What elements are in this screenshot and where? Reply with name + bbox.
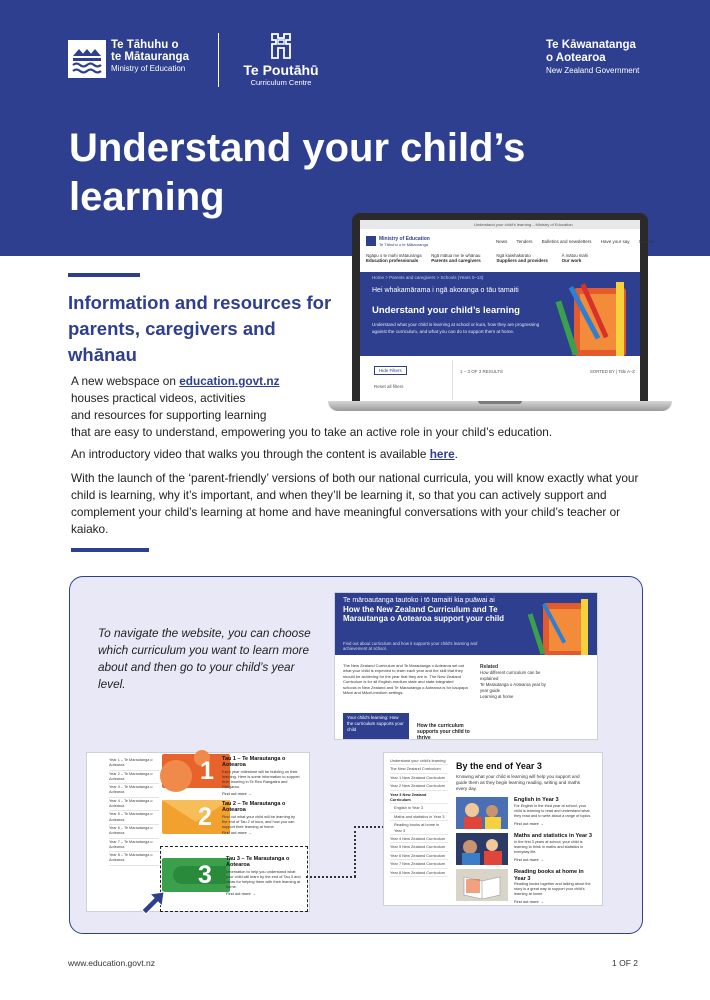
tile-3-find-out-more-link[interactable]: Find out more → <box>226 890 256 896</box>
related-item[interactable]: How different curriculum can be explained <box>480 670 541 681</box>
reading-photo-icon <box>456 869 508 901</box>
tile-2-find-out-more-link[interactable]: Find out more → <box>222 830 252 836</box>
screen-hero-banner <box>360 272 640 356</box>
tile-number: 2 <box>198 803 212 831</box>
connector-line-vertical <box>354 826 356 877</box>
screen-results-count: 1 – 3 OF 3 RESULTS <box>460 369 503 374</box>
accent-bar-bottom <box>71 548 149 552</box>
side-nav-item[interactable]: Maths and statistics in Year 3 <box>390 813 448 821</box>
screen-divider <box>452 360 453 400</box>
curriculum-banner <box>335 593 597 655</box>
screen-moe-line1: Ministry of Education <box>379 236 430 242</box>
maths-find-out-more-link[interactable]: Find out more → <box>514 856 544 862</box>
maths-photo-icon <box>456 833 508 865</box>
browser-tab-bar <box>360 220 640 229</box>
curriculum-sub: Find out about curriculum and how it supports your child’s learning and achievement at school. <box>343 641 478 651</box>
screen-sort-select[interactable]: SORTED BY | Title A–Z <box>590 369 635 374</box>
related-item[interactable]: Learning at home <box>480 694 514 699</box>
year-3-intro: Knowing what your child is learning will help you support and guide them as they begin learning reading, writing and maths every day. <box>456 774 581 791</box>
reading-item: Reading books at home in Year 3 Reading books together and talking about the story is a great way to support your child’s learning at home. Find out more → <box>514 869 594 904</box>
tile-1-find-out-more-link[interactable]: Find out more → <box>222 790 252 796</box>
reading-find-out-more-link[interactable]: Find out more → <box>514 899 544 905</box>
tile-2-description: Tau 2 – Te Marautanga o Aotearoa Find out what your child will be learning by the end of Tau 2 of kura, and how you can support their learning at home. Find out more → <box>222 801 300 836</box>
related-item[interactable]: Te Marautanga o Aotearoa year by year guide <box>480 682 546 693</box>
cursor-arrow-icon <box>140 890 168 916</box>
screen-menu-item[interactable]: Ngāpu o te mahi mātauranga Education professionals <box>366 253 422 263</box>
te-poutahu-mark-icon <box>270 32 292 65</box>
screen-hide-filters-button[interactable]: Hide Filters <box>374 366 407 375</box>
header-divider <box>218 33 219 87</box>
side-nav-item[interactable]: Reading books at home in Year 3 <box>390 821 448 835</box>
screen-menu-item[interactable]: Ā mātou mahi Our work <box>561 253 589 263</box>
gov-line3: New Zealand Government <box>546 66 640 75</box>
side-nav-item[interactable]: English in Year 3 <box>390 804 448 812</box>
laptop-screen <box>360 220 654 403</box>
pencils-illustration-icon <box>556 278 636 356</box>
laptop-mockup <box>352 213 654 403</box>
nz-government-logo <box>546 39 639 77</box>
curriculum-related: Related How different curriculum can be explained Te Marautanga o Aotearoa year by year guide Learning at home <box>480 664 555 700</box>
te-poutahu-name: Te Poutāhū <box>243 62 319 78</box>
page-number: 1 OF 2 <box>612 958 638 968</box>
year-nav-item[interactable]: Year 6 – Te Marautanga o Aotearoa <box>109 825 159 839</box>
year-nav-item[interactable]: Year 8 – Te Marautanga o Aotearoa <box>109 852 159 866</box>
tile-1-description: Tau 1 – Te Marautanga o Aotearoa Each year milestone will be building on their learning. Here is some information to support their learning in Te Reo Rangatira and Pāngarau. Find out more → <box>222 756 300 796</box>
screen-description: Understand what your child is learning at school or kura, how they are progressing against the curriculum, and what you can do to support them at home. <box>372 322 540 334</box>
screen-nav-search[interactable]: Search <box>638 239 654 244</box>
screen-menu-item[interactable]: Ngā mātua me te whānau Parents and caregivers <box>431 253 481 263</box>
year-nav-item[interactable]: Year 4 – Te Marautanga o Aotearoa <box>109 798 159 812</box>
curriculum-feature-heading: How the curriculum supports your child to thrive <box>417 723 470 741</box>
year-nav-item[interactable]: Year 3 – Te Marautanga o Aotearoa <box>109 784 159 798</box>
curriculum-page-screenshot <box>334 592 598 740</box>
ministry-of-education-logo-icon <box>68 40 106 78</box>
curriculum-side-nav <box>390 757 448 877</box>
intro-line4: that are easy to understand, empowering you to take an active role in your child’s education. <box>71 425 553 439</box>
ministry-name <box>111 39 189 74</box>
side-nav-item[interactable]: Understand your child’s learning <box>390 757 448 765</box>
screen-nav-news[interactable]: News <box>496 239 508 244</box>
year-3-page-screenshot <box>383 752 603 906</box>
english-photo-icon <box>456 797 508 829</box>
english-find-out-more-link[interactable]: Find out more → <box>514 820 544 826</box>
screen-nav-tenders[interactable]: Tenders <box>516 239 533 244</box>
tile-3-pattern-icon <box>162 858 230 892</box>
page-title: Understand your child’s learning <box>69 126 526 219</box>
intro-line2: houses practical videos, activities <box>71 391 246 405</box>
subheading: Information and resources for parents, caregivers and whānau <box>68 292 332 365</box>
laptop-notch <box>478 401 522 404</box>
te-poutahu-sub: Curriculum Centre <box>250 78 312 87</box>
screen-moe-line2: Te Tāhuhu o te Mātauranga <box>379 242 429 247</box>
maths-item: Maths and statistics in Year 3 In the first 3 years at school, your child is learning to think in maths and statistics in everyday life. Find out more → <box>514 833 594 862</box>
intro-line1: A new webspace on education.govt.nz <box>71 374 280 388</box>
english-item: English in Year 3 For English in the third year at school, your child is learning to read and understand what they read and to write about a range of topics. Find out more → <box>514 797 594 826</box>
ministry-name-line1: Te Tāhuhu o <box>111 39 179 51</box>
year-level-nav <box>109 757 159 866</box>
side-nav-item[interactable]: Year 2 New Zealand Curriculum <box>390 782 448 790</box>
connector-line-horizontal <box>306 876 356 878</box>
ministry-name-line2: te Mātauranga <box>111 51 189 63</box>
screen-nav-bulletins[interactable]: Bulletins and newsletters <box>541 239 592 244</box>
panel-instruction: To navigate the website, you can choose which curriculum you want to learn more about and then go to your child’s year level. <box>98 626 311 691</box>
side-nav-item[interactable]: Year 8 New Zealand Curriculum <box>390 869 448 877</box>
curriculum-title: Te māroautanga tautoko i tō tamaiti kia puāwai ai How the New Zealand Curriculum and Te Marautanga o Aotearoa support your child <box>343 597 505 624</box>
browser-tab-title: Understand your child’s learning – Ministry of Education <box>474 222 573 227</box>
side-nav-item[interactable]: Year 1 New Zealand Curriculum <box>390 774 448 782</box>
screen-main-menu <box>366 253 634 263</box>
screen-moe-logo-icon <box>366 236 376 246</box>
side-nav-item[interactable]: Year 7 New Zealand Curriculum <box>390 860 448 868</box>
screen-heading: Understand your child’s learning <box>372 305 520 316</box>
video-here-link[interactable]: here <box>429 447 455 461</box>
ministry-name-english: Ministry of Education <box>111 64 186 73</box>
year-tile-2[interactable] <box>162 800 230 834</box>
side-nav-item[interactable]: Year 4 New Zealand Curriculum <box>390 835 448 843</box>
screen-menu-item[interactable]: Ngā kaiwhakarato Suppliers and providers <box>496 253 548 263</box>
year-nav-item[interactable]: Year 7 – Te Marautanga o Aotearoa <box>109 839 159 853</box>
side-nav-item[interactable]: The New Zealand Curriculum <box>390 765 448 773</box>
year-nav-item[interactable]: Year 5 – Te Marautanga o Aotearoa <box>109 811 159 825</box>
screen-reset-filters-link[interactable]: Reset all filters <box>374 384 404 389</box>
curriculum-body: The New Zealand Curriculum and Te Marautanga o Aotearoa set out what your child is expected to learn each year and the skill that they should be achieving for the year that they are in. The New Zealand Curriculum is for all English-medium state and state-integrated schools in New Zealand and Te Marautanga o Aotearoa is for kaupapa Māori and Māori-medium settings. <box>343 663 468 696</box>
tile-3-description: Tau 3 – Te Marautanga o Aotearoa Information to help you understand what your child will learn by the end of Tau 3 and ideas for helping them with their learning at home. Find out more → <box>226 856 304 896</box>
year-tile-1[interactable] <box>162 754 230 788</box>
side-nav-item[interactable]: Year 6 New Zealand Curriculum <box>390 852 448 860</box>
video-paragraph: An introductory video that walks you through the content is available here. <box>71 447 458 461</box>
year-nav-item[interactable]: Year 1 – Te Marautanga o Aotearoa <box>109 757 159 771</box>
side-nav-item[interactable]: Year 3 New Zealand Curriculum <box>390 791 448 805</box>
year-tile-3[interactable] <box>162 858 230 892</box>
accent-bar-top <box>68 273 140 277</box>
year-3-heading: By the end of Year 3 <box>456 761 542 771</box>
gov-line2: o Aotearoa <box>546 52 606 64</box>
screen-breadcrumb[interactable]: Home > Parents and caregivers > Schools (Years 0–13) <box>372 275 484 280</box>
curriculum-feature-box[interactable]: Your child’s learning: How the curriculum supports your child <box>343 713 409 739</box>
education-govt-nz-link[interactable]: education.govt.nz <box>179 374 280 388</box>
screen-top-nav <box>496 239 661 244</box>
footer-url[interactable]: www.education.govt.nz <box>68 958 155 968</box>
tile-number: 3 <box>198 861 212 889</box>
connector-line-to-card <box>354 826 384 828</box>
screen-moe-name <box>379 236 430 248</box>
gov-line1: Te Kāwanatanga <box>546 39 636 51</box>
screen-heading-maori: Hei whakamārama i ngā akoranga o tāu tamaiti <box>372 287 519 294</box>
year-nav-item[interactable]: Year 2 – Te Marautanga o Aotearoa <box>109 771 159 785</box>
launch-paragraph: With the launch of the ‘parent-friendly’ versions of both our national curricula, you will know exactly what your child is learning, why it’s important, and when they’ll be learning it, so that you can actively support and complement your child’s learning at home and have meaningful conversations with your child’s teacher or kaiako. <box>71 471 639 536</box>
curriculum-pencils-icon <box>531 597 593 655</box>
tile-1-pattern-icon <box>162 754 230 788</box>
side-nav-item[interactable]: Year 5 New Zealand Curriculum <box>390 843 448 851</box>
screen-nav-have-your-say[interactable]: Have your say <box>600 239 630 244</box>
tile-2-pattern-icon <box>162 800 230 834</box>
intro-line3: and resources for supporting learning <box>71 408 267 422</box>
tile-number: 1 <box>200 757 214 785</box>
